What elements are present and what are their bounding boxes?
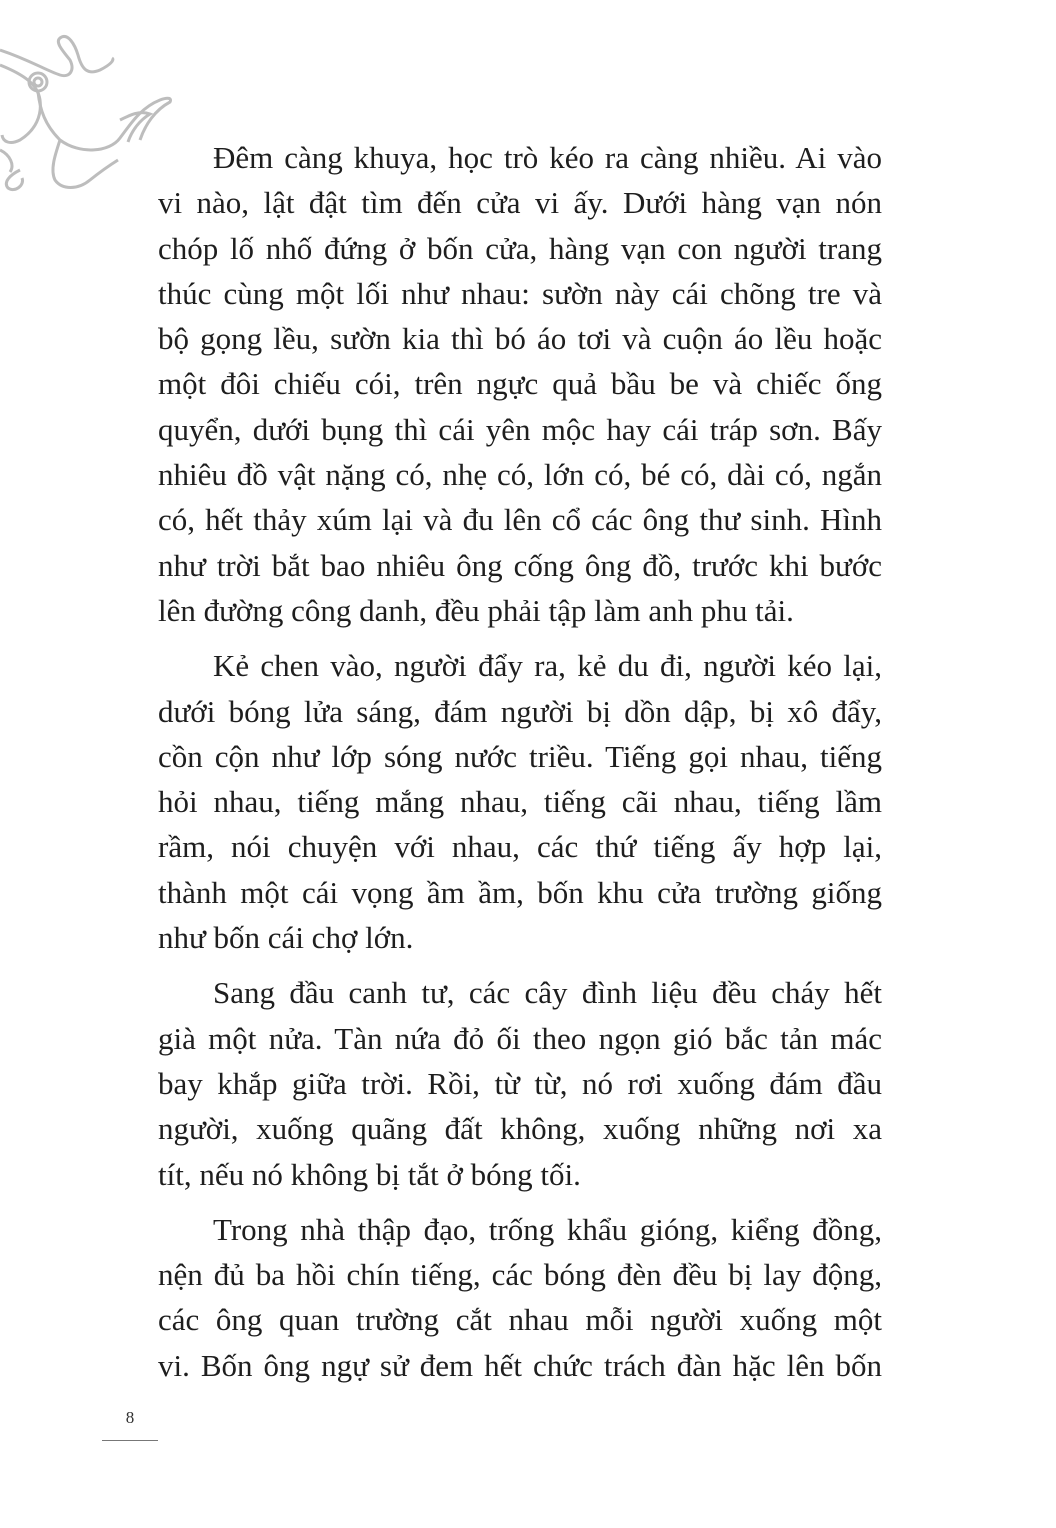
paragraph-1 [158, 135, 882, 633]
text-line: bay khắp giữa trời. Rồi, từ từ, nó rơi xuống đám đầu [158, 1065, 882, 1101]
text-line: một đôi chiếu cói, trên ngực quả bầu be và chiếc ống [158, 366, 882, 402]
text-line: Kẻ chen vào, người đẩy ra, kẻ du đi, người kéo lại, [213, 648, 882, 684]
paragraph-2 [158, 643, 882, 960]
text-line: có, hết thảy xúm lại và đu lên cổ các ông thư sinh. Hình [158, 502, 882, 538]
text-line: cồn cộn như lớp sóng nước triều. Tiếng gọi nhau, tiếng [158, 738, 882, 774]
text-line: người, xuống quãng đất không, xuống những nơi xa [158, 1111, 882, 1147]
text-line: già một nửa. Tàn nứa đỏ ối theo ngọn gió bắc tản mác [158, 1020, 882, 1056]
text-line: như bốn cái chợ lớn. [158, 920, 414, 956]
text-line: Sang đầu canh tư, các cây đình liệu đều cháy hết [213, 975, 882, 1011]
text-line: các ông quan trường cắt nhau mỗi người xuống một [158, 1302, 882, 1338]
floral-ornament-icon [0, 30, 180, 200]
paragraph-4 [158, 1207, 882, 1388]
text-line: Trong nhà thập đạo, trống khẩu gióng, kiểng đồng, [213, 1211, 882, 1247]
text-line: quyển, dưới bụng thì cái yên mộc hay cái tráp sơn. Bấy [158, 411, 882, 447]
text-line: bộ gọng lều, sườn kia thì bó áo tơi và cuộn áo lều hoặc [158, 321, 882, 357]
text-line: thành một cái vọng ầm ầm, bốn khu cửa trường giống [158, 874, 882, 910]
text-line: như trời bắt bao nhiêu ông cống ông đồ, trước khi bước [158, 547, 882, 583]
page-number: 8 [125, 1408, 135, 1427]
text-line: tít, nếu nó không bị tắt ở bóng tối. [158, 1156, 581, 1192]
text-line: rầm, nói chuyện với nhau, các thứ tiếng ấy hợp lại, [158, 829, 882, 865]
text-line: chóp lố nhố đứng ở bốn cửa, hàng vạn con người trang [158, 230, 882, 266]
text-line: hỏi nhau, tiếng mắng nhau, tiếng cãi nhau, tiếng lầm [158, 784, 882, 820]
text-line: lên đường công danh, đều phải tập làm anh phu tải. [158, 592, 794, 628]
page-number-rule [102, 1440, 158, 1441]
text-line: vi. Bốn ông ngự sử đem hết chức trách đàn hặc lên bốn [158, 1347, 882, 1383]
text-line: dưới bóng lửa sáng, đám người bị dồn dập, bị xô đẩy, [158, 693, 882, 729]
text-line: Đêm càng khuya, học trò kéo ra càng nhiều. Ai vào [213, 140, 882, 175]
body-text [158, 135, 882, 1398]
paragraph-3 [158, 970, 882, 1196]
text-line: vi nào, lật đật tìm đến cửa vi ấy. Dưới hàng vạn nón [158, 185, 882, 221]
text-line: nện đủ ba hồi chín tiếng, các bóng đèn đều bị lay động, [158, 1257, 882, 1293]
text-line: nhiêu đồ vật nặng có, nhẹ có, lớn có, bé có, dài có, ngắn [158, 457, 882, 493]
text-line: thúc cùng một lối như nhau: sườn này cái chõng tre và [158, 275, 882, 311]
